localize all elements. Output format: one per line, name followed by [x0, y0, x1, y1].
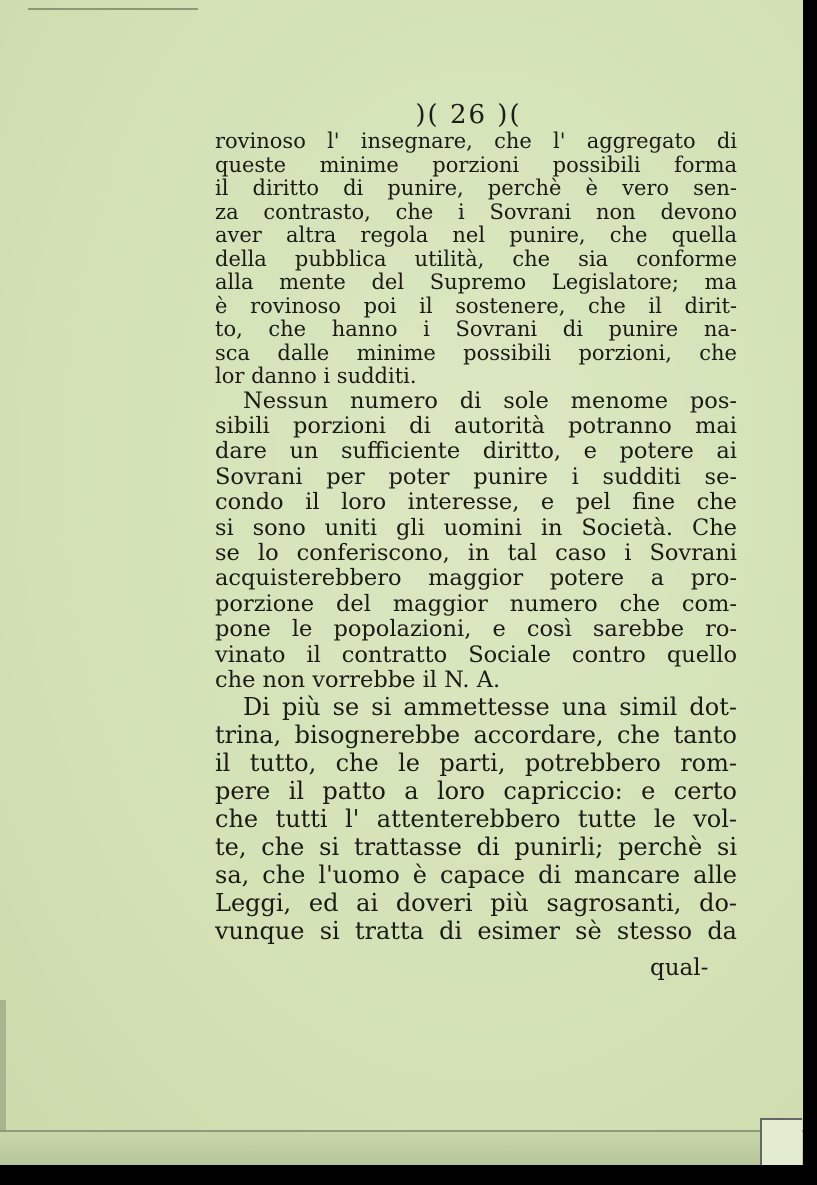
- text-line: il diritto di punire, perchè è vero sen-: [215, 176, 737, 200]
- text-line: si sono uniti gli uomini in Società. Che: [215, 514, 737, 541]
- text-line: Sovrani per poter punire i sudditi se-: [215, 463, 737, 490]
- text-line: alla mente del Supremo Legislatore; ma: [215, 270, 737, 294]
- text-line: to, che hanno i Sovrani di punire na-: [215, 317, 737, 341]
- body-text: [215, 130, 737, 945]
- text-line: condo il loro interesse, e pel fine che: [215, 489, 737, 516]
- text-line: porzione del maggior numero che com-: [215, 590, 737, 617]
- text-line: lor danno i sudditi.: [215, 364, 417, 388]
- text-line: sa, che l'uomo è capace di mancare alle: [215, 861, 737, 890]
- text-line: te, che si trattasse di punirli; perchè si: [215, 833, 737, 862]
- text-line: dare un sufficiente diritto, e potere ai: [215, 438, 737, 465]
- text-line: è rovinoso poi il sostenere, che il dirit-: [215, 293, 737, 318]
- text-line: sca dalle minime possibili porzioni, che: [215, 340, 737, 365]
- paragraph-2: [215, 389, 737, 694]
- text-line: della pubblica utilità, che sia conforme: [215, 246, 737, 271]
- text-line: che non vorrebbe il N. A.: [215, 666, 501, 693]
- text-line: vinato il contratto Sociale contro quello: [215, 641, 737, 668]
- page-top-edge: [28, 8, 198, 10]
- text-line: se lo conferiscono, in tal caso i Sovrani: [215, 539, 737, 566]
- text-line: pone le popolazioni, e così sarebbe ro-: [215, 616, 737, 643]
- text-line: queste minime porzioni possibili forma: [215, 152, 737, 177]
- text-line: Nessun numero di sole menome pos-: [243, 387, 737, 414]
- catchword: qual-: [650, 955, 709, 981]
- text-line: aver altra regola nel punire, che quella: [215, 223, 737, 247]
- paragraph-1: [215, 130, 737, 389]
- text-line: trina, bisognerebbe accordare, che tanto: [215, 721, 737, 750]
- page-corner-tab: [760, 1118, 802, 1165]
- text-line: acquisterebbero maggior potere a pro-: [215, 565, 737, 592]
- text-line: Leggi, ed ai doveri più sagrosanti, do-: [215, 889, 737, 918]
- text-line: che tutti l' attenterebbero tutte le vol-: [215, 805, 737, 834]
- text-line: rovinoso l' insegnare, che l' aggregato di: [215, 129, 737, 153]
- page-bottom-edge: [0, 1130, 803, 1165]
- text-line: sibili porzioni di autorità potranno mai: [215, 412, 737, 439]
- page-left-fold: [0, 1000, 6, 1130]
- text-line: il tutto, che le parti, potrebbero rom-: [215, 749, 737, 778]
- text-line: Di più se si ammettesse una simil dot-: [243, 693, 737, 722]
- text-line: pere il patto a loro capriccio: e certo: [215, 777, 737, 806]
- text-line: za contrasto, che i Sovrani non devono: [215, 199, 737, 224]
- text-line: vunque si tratta di esimer sè stesso da: [215, 917, 737, 946]
- running-head: )( 26 )(: [415, 100, 522, 130]
- paragraph-3: [215, 693, 737, 945]
